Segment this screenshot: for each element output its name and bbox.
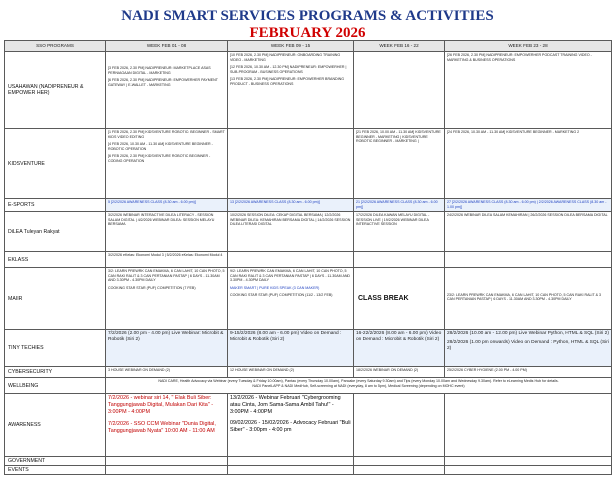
tiny-week2-cell: 9-15/2/2026 (8.00 am - 6.00 pm) Video on Demand : Microbit & Robotik (Siri 2) [228, 330, 354, 367]
usahawan-week4-cell [445, 52, 612, 129]
awareness-week4-cell [445, 394, 612, 457]
esports-week3-cell: 21 [2/2/2026 AWARENESS CLASS (8.30 am - 6.00 pm)] [354, 199, 445, 212]
maiir-w1-item: 3/2: LEARN PREWRK CAN EMAKMA, 6 CAN LAHIT, 10 CAN PHOTO, 5 CAN RAKI RALIT & 3 CAN PERTANIAN PASTAP | 6 DAYS - 11.30AM AND 3.30PM - 4.30PM DAILY [108, 269, 225, 282]
row-events [5, 466, 612, 475]
awareness-w1-sso: 7/2/2026 - SSO CCM Webinar "Dunia Digital, Tanggungjawab Nyata" 10:00 AM - 11:00 AM [108, 421, 216, 434]
row-dilea [5, 212, 612, 252]
ekelas-week3-cell [354, 252, 445, 268]
schedule-table [4, 40, 612, 475]
maiir-w4-item: 23/2: LEARN PREWRK CAN EMAKMA, 6 CAN LAHIT, 10 CAN PHOTO, 5 CAN RAKI RALIT & 3 CAN PERTANIAN PASTAP | 6 DAYS - 11.30AM AND 3.30PM - 4.30PM DAILY [447, 292, 602, 301]
government-week4-cell [445, 457, 612, 466]
maiir-w2-maker: MAKER SMART | PURE KIDS SPEAK (3 CAN MAKER) [230, 285, 320, 290]
government-week3-cell [354, 457, 445, 466]
page-title: NADI SMART SERVICES PROGRAMS & ACTIVITIES [121, 8, 494, 24]
ekelas-week4-cell [445, 252, 612, 268]
usahawan-week1-cell [106, 52, 228, 129]
events-week2-cell [228, 466, 354, 475]
kidsventure-week1-cell [106, 129, 228, 199]
awareness-week2-cell [228, 394, 354, 457]
cyber-week1-cell: 3 HOUSE WEBINAR ON DEMAND (2) [106, 367, 228, 378]
awareness-w1-webinar: 7/2/2026 - webinar siri 14, " Elak Buli Siber: Tanggungjawab Digital, Mulakan Dari Kita" - 3:00PM - 4:00PM [108, 395, 213, 415]
row-label-awareness: AWARENESS [5, 394, 106, 457]
kidsventure-w3-item: [21 FEB 2026, 10.00 AM - 11.30 AM] KIDSVENTURE BEGINNER - MARKETING | KIDSVENTURE ROBOTIC BEGINNER - MARKETING | [356, 130, 441, 143]
row-kidsventure [5, 129, 612, 199]
cyber-week2-cell: 12 HOUSE WEBINAR ON DEMAND (2) [228, 367, 354, 378]
row-label-wellbeing: WELLBEING [5, 378, 106, 394]
row-label-maiir: MAIIR [5, 268, 106, 330]
dilea-week3-cell: 17/2/2026 DILEA KAWAN MELAYU DIGITAL - SESSION LIVE | 19/2/2026 WEBINAR DILEA INTERACTIVE SESSION [354, 212, 445, 252]
maiir-class-break: CLASS BREAK [354, 268, 445, 330]
wellbeing-cell [106, 378, 612, 394]
tiny-week3-cell: 16-22/2/2026 (8.00 am - 6.00 pm) Video on Demand : Microbit & Robotik (Siri 2) [354, 330, 445, 367]
wellbeing-line2: NADI PanelLAPP & NADI MedHub, Self-screening at NADI (everyday, 8 am to 5pm), Medical Screening (depending on MOHC event) [252, 383, 465, 388]
government-week2-cell [228, 457, 354, 466]
kidsventure-w1-item: [1 FEB 2026, 2.30 PM] KIDSVENTURE ROBOTIC: BEGINNER - SMART KIDS VIDEO EDITING [108, 130, 225, 139]
maiir-week4-cell [445, 268, 612, 330]
tiny-w4-vod: 28/2/2026 (1.00 pm onwards) Video on Demand : Python, HTML & SQL (Siri 2) [447, 340, 609, 351]
usahawan-week2-cell [228, 52, 354, 129]
usahawan-w4-item: [26 FEB 2026, 2.30 PM] NADIPRENEUR: EMPOWERHER PODCAST TRAINING VIDEO - MARKETING & BUSINESS OPERATIONS [447, 53, 592, 62]
maiir-week2-cell [228, 268, 354, 330]
usahawan-w1-item: [6 FEB 2026, 2.30 PM] NADIPRENEUR: EMPOWERHER PAYMENT GATEWAY | E-WALLET - MARKETING [108, 78, 218, 87]
awareness-week3-cell [354, 394, 445, 457]
row-usahawan [5, 52, 612, 129]
events-week1-cell [106, 466, 228, 475]
row-wellbeing [5, 378, 612, 394]
esports-week2-cell: 13 [2/2/2026 AWARENESS CLASS (8.30 am - 6.00 pm)] [228, 199, 354, 212]
events-week4-cell [445, 466, 612, 475]
row-ekelas [5, 252, 612, 268]
page-header [0, 0, 615, 42]
row-cybersecurity [5, 367, 612, 378]
awareness-week1-cell [106, 394, 228, 457]
maiir-w2-competition: COOKING STAR STAR (PUF) COMPETITION (11/2 - 13/2 FEB) [230, 293, 333, 297]
kidsventure-w4-item: [24 FEB 2026, 10.30 AM - 11.30 AM] KIDSVENTURE BEGINNER - MARKETING 2 [447, 130, 580, 134]
dilea-week4-cell: 24/2/2026 WEBINAR DILEA SALAM KEMAHIRAN | 26/2/2026 SESSION DILEA BERSAMA DIGITAL [445, 212, 612, 252]
column-header-week4: WEEK FEB 23 - 28 [445, 41, 612, 52]
row-label-esports: E-SPORTS [5, 199, 106, 212]
kidsventure-week3-cell [354, 129, 445, 199]
tiny-w4-live: 28/2/2026 (10.00 am - 12.00 pm) Live Webinar Python, HTML & SQL (Siri 2) [447, 331, 609, 336]
maiir-w1-competition: COOKING STAR STAR (PUF) COMPETITION (7 FEB) [108, 285, 196, 290]
column-header-programs: SSO PROGRAMS [5, 41, 106, 52]
usahawan-w2-item: [12 FEB 2026, 10.30 AM - 12.30 PM] NADIPRENEUR: EMPOWERHER | SUB-PROGRAM - BUSINESS OPERATIONS [230, 65, 347, 74]
row-label-cybersecurity: CYBERSECURITY [5, 367, 106, 378]
esports-week4-cell: 27 [2/2/2026 AWARENESS CLASS (8.30 am - 6.00 pm) | 2/2/2026 AWARENESS CLASS (8.30 am - 1.00 pm)] [445, 199, 612, 212]
row-awareness [5, 394, 612, 457]
government-week1-cell [106, 457, 228, 466]
row-government [5, 457, 612, 466]
page-subtitle: FEBRUARY 2026 [249, 25, 366, 41]
ekelas-week1-cell: 3/2/2026 eKelas: Ekonomi Modul 3 | 5/2/2026 eKelas: Ekonomi Modul 4 [106, 252, 228, 268]
cyber-week3-cell: 18/2/2026 WEBINAR ON DEMAND (2) [354, 367, 445, 378]
awareness-w2-advocacy: 09/02/2026 - 15/02/2026 - Advocacy Februari "Buli Siber" - 3:00pm - 4:00 pm [230, 420, 351, 433]
wellbeing-line1: NADI CARE, Health Advocacy via Webinar (every Tuesday & Friday 10.00am), Pantau (every Thursday 10.00am), Pancake (every Saturday 9.30am) and Tips (every Monday 10.00am and Wednesday 9.30am). Refer to eLearning Medis Hub for details. [158, 379, 559, 383]
row-label-kidsventure: KIDSVENTURE [5, 129, 106, 199]
ekelas-week2-cell [228, 252, 354, 268]
kidsventure-week4-cell [445, 129, 612, 199]
column-header-week3: WEEK FEB 16 - 22 [354, 41, 445, 52]
row-label-events: EVENTS [5, 466, 106, 475]
table-header-row [5, 41, 612, 52]
events-week3-cell [354, 466, 445, 475]
usahawan-week3-cell [354, 52, 445, 129]
row-label-usahawan: USAHAWAN (NADIPRENEUR & EMPOWER HER) [5, 52, 106, 129]
kidsventure-w1-item: [4 FEB 2026, 10.30 AM - 11.30 AM] KIDSVENTURE BEGINNER - ROBOTIC OPERATION [108, 142, 213, 151]
dilea-week2-cell: 10/2/2026 SESSION DILEA: CEKAP DIGITAL BERSAMA | 12/2/2026 WEBINAR DILEA: KEMAHIRAN BERSAMA DIGITAL | 14/2/2026 SESSION DILEA LITERASI DIGITAL [228, 212, 354, 252]
row-label-government: GOVERNMENT [5, 457, 106, 466]
column-header-week1: WEEK FEB 01 - 08 [106, 41, 228, 52]
esports-week1-cell: 5 [2/2/2026 AWARENESS CLASS (8.30 am - 6.00 pm)] [106, 199, 228, 212]
column-header-week2: WEEK FEB 09 - 15 [228, 41, 354, 52]
tiny-week4-cell [445, 330, 612, 367]
row-tiny-techies [5, 330, 612, 367]
row-label-ekelas: EKLASS [5, 252, 106, 268]
row-label-tiny-techies: TINY TECHIES [5, 330, 106, 367]
usahawan-w2-item: [10 FEB 2026, 2.30 PM] NADIPRENEUR: ONBOARDING TRAINING VIDEO - MARKETING [230, 53, 341, 62]
maiir-w2-item: 9/2: LEARN PREWRK CAN EMAKMA, 6 CAN LAHIT, 10 CAN PHOTO, 5 CAN RAKI RALIT & 3 CAN PERTANIAN PASTAP | 6 DAYS - 11.30AM AND 3.30PM - 4.30PM DAILY [230, 269, 351, 282]
usahawan-w1-item: [3 FEB 2026, 2.30 PM] NADIPRENEUR: MARKETPLACE ASAS PERNIAGAAN DIGITAL - MARKETING [108, 66, 211, 75]
cyber-week4-cell: 25/2/2026 CYBER HYGIENE (2.00 PM - 4.00 PM) [445, 367, 612, 378]
kidsventure-w1-item: [6 FEB 2026, 2.30 PM] KIDSVENTURE ROBOTIC BEGINNER - CODING OPERATION [108, 154, 211, 163]
row-esports [5, 199, 612, 212]
maiir-week1-cell [106, 268, 228, 330]
usahawan-w2-item: [13 FEB 2026, 2.30 PM] NADIPRENEUR: EMPOWERHER BRANDING PRODUCT - BUSINESS OPERATIONS [230, 77, 345, 86]
kidsventure-week2-cell [228, 129, 354, 199]
row-label-dilea: DiLEA Tuleyan Rakyat [5, 212, 106, 252]
awareness-w2-webinar: 13/2/2026 - Webinar Februari "Cybergrooming atau Cinta, Jom Sama-Sama Ambil Tahu!" - 3:00PM - 4:00PM [230, 395, 341, 415]
dilea-week1-cell: 3/2/2026 WEBINAR INTERACTIVE DILEA LITERACY - SESSION SALAM DIGITAL | 4/2/2026 WEBINAR DILEA: SESSION MELAYU BERSAMA [106, 212, 228, 252]
tiny-week1-cell: 7/2/2026 (2.00 pm - 4.00 pm) Live Webinar: Microbit & Robotik (Siri 2) [106, 330, 228, 367]
row-maiir [5, 268, 612, 330]
